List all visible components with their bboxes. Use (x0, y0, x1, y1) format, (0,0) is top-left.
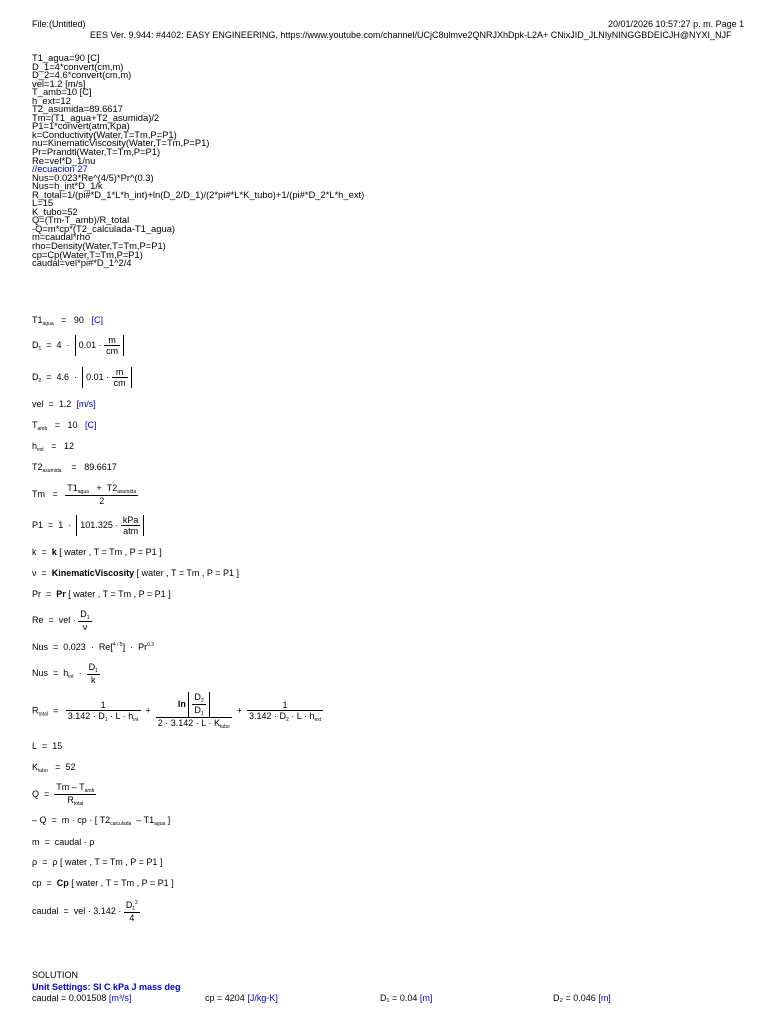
equation-line: T2_asumida=89.6617 (32, 103, 123, 115)
equation-line: P1=1*convert(atm,Kpa) (32, 120, 130, 132)
unit-settings: Unit Settings: SI C kPa J mass deg (32, 982, 181, 992)
eq-rho: ρ = ρ [ water , T = Tm , P = P1 ] (32, 857, 163, 867)
equation-line: caudal=vel*pi#*D_1^2/4 (32, 257, 132, 269)
solution-value (553, 993, 611, 1003)
eq-k-tubo: $K_{tubo} = 52$ (32, 762, 76, 774)
eq-neg-q: – Q = m · cp · [ $T2_{calculada} - T1_{agua}$ ] (32, 815, 171, 827)
eq-t-amb: $T_{amb} = 10$ [C] (32, 420, 97, 432)
equation-line: Nus=h_int*D_1/k (32, 180, 103, 192)
equation-line: Re=vel*D_1/nu (32, 154, 96, 166)
solution-var-name: D₁ (380, 993, 390, 1003)
equation-line: //ecuacion 27 (32, 163, 88, 175)
equation-line: K_tubo=52 (32, 205, 78, 217)
eq-k: k = k [ water , T = Tm , P = P1 ] (32, 547, 162, 557)
equals-sign: = (214, 993, 225, 1003)
solution-title: SOLUTION (32, 970, 79, 980)
equation-line: h_ext=12 (32, 94, 71, 106)
equation-line: T_amb=10 [C] (32, 86, 92, 98)
solution-var-name: cp (205, 993, 215, 1003)
eq-t1-agua: $T1_{agua} = 90$ [C] (32, 315, 103, 327)
equation-line: Nus=0.023*Re^(4/5)*Pr^(0.3) (32, 171, 154, 183)
equation-line: vel=1.2 [m/s] (32, 77, 86, 89)
equation-line: Tm=(T1_agua+T2_asumida)/2 (32, 111, 160, 123)
eq-d1: $D_1 = 4 \cdot 0.01$ · $\frac{m}{cm}$ (32, 335, 124, 356)
eq-t2-asumida: $T2_{asumida}$ = 89.6617 (32, 462, 117, 474)
file-name: File:(Untitled) (32, 19, 86, 29)
eq-tm: Tm = $\frac{T1_{agua} + T2_{asumida}}{2}$ (32, 483, 137, 506)
equation-line: nu=KinematicViscosity(Water,T=Tm,P=P1) (32, 137, 210, 149)
eq-q: Q = $\frac{Tm - T_{amb}}{R_{total}}$ (32, 782, 95, 807)
solution-var-name: caudal (32, 993, 59, 1003)
eq-nus-2: Nus = $h_{int}$ · $\frac{D_1}{k}$ (32, 662, 98, 685)
eq-l: L = 15 (32, 741, 63, 751)
eq-cp: cp = Cp [ water , T = Tm , P = P1 ] (32, 878, 174, 888)
equation-line: -Q=m*cp*(T2_calculada-T1_agua) (32, 222, 176, 234)
eq-vel: vel = 1.2 [m/s] (32, 399, 96, 409)
equation-line: Pr=Prandtl(Water,T=Tm,P=P1) (32, 146, 161, 158)
equals-sign: = (563, 993, 574, 1003)
equation-line: D_1=4*convert(cm,m) (32, 60, 124, 72)
equation-line: L=15 (32, 197, 54, 209)
solution-var-value: 0.001508 (68, 993, 107, 1003)
solution-value (205, 993, 278, 1003)
equation-line: R_total=1/(pi#*D_1*L*h_int)+ln(D_2/D_1)/(2*pi#*L*K_tubo)+1/(pi#*D_2*L*h_ext) (32, 188, 365, 200)
solution-var-unit: [J/kg-K] (247, 993, 278, 1003)
solution-var-value: 0.046 (573, 993, 596, 1003)
eq-d2: $D_2 = 4.6 \cdot 0.01$ · $\frac{m}{cm}$ (32, 367, 132, 388)
equation-line: k=Conductivity(Water,T=Tm,P=P1) (32, 128, 177, 140)
equation-line: cp=Cp(Water,T=Tm,P=P1) (32, 248, 143, 260)
equation-line: D_2=4.6*convert(cm,m) (32, 69, 132, 81)
eq-nus-1: Nus = $0.023 \cdot Re[^{4 / 5}] \cdot Pr^{0.3}$ (32, 642, 155, 652)
equation-line: m=caudal*rho (32, 231, 91, 243)
eq-r-total: $R_{total}$ = $\frac{1}{3.142 \cdot D_1 \cdot L \cdot h_{int}}$ + ln $\frac{D_2}{D_1}$ $2 \cdot 3.142 \cdot L \cdot K_{tubo}$ + $\frac{1}{3.142 \cdot D_2 \cdot L \cdot h_{ext}}$ (32, 692, 322, 730)
solution-var-name: D₂ (553, 993, 563, 1003)
eq-h-ext: $h_{ext} = 12$ (32, 441, 74, 453)
equation-line: T1_agua=90 [C] (32, 52, 100, 63)
equals-sign: = (389, 993, 400, 1003)
equations-window (32, 54, 364, 268)
equation-line: rho=Density(Water,T=Tm,P=P1) (32, 240, 166, 252)
solution-var-unit: [m³/s] (108, 993, 132, 1003)
solution-var-unit: [m] (598, 993, 611, 1003)
eq-p1: P1 = 1 · 101.325 · $\frac{\text{kPa}}{\text{atm}}$ (32, 515, 144, 536)
eq-nu: ν = KinematicViscosity [ water , T = Tm , P = P1 ] (32, 568, 240, 578)
equals-sign: = (58, 993, 69, 1003)
eq-caudal: caudal = vel · 3.142 · $\frac{D_1^2}{4}$ (32, 900, 138, 923)
solution-value (380, 993, 432, 1003)
equation-line: Q=(Tm-T_amb)/R_total (32, 214, 130, 226)
solution-var-unit: [m] (419, 993, 433, 1003)
print-datetime: 20/01/2026 10:57:27 p. m. Page 1 (608, 19, 745, 29)
eq-pr: Pr = Pr [ water , T = Tm , P = P1 ] (32, 589, 171, 599)
ees-version: EES Ver. 9.944: #4402: EASY ENGINEERING, https://www.youtube.com/channel/UCjC8ulmve2QNRJXhDpk-L2A+ CNixJID_JLNIyNINGGBDEICJH@NYXI_NJF (90, 30, 732, 40)
solution-value (32, 993, 131, 1003)
eq-m: m = caudal · ρ (32, 837, 95, 847)
eq-re: Re = vel · $\frac{D_1}{\nu}$ (32, 609, 90, 632)
solution-var-value: 0.04 (399, 993, 418, 1003)
solution-var-value: 4204 (224, 993, 245, 1003)
